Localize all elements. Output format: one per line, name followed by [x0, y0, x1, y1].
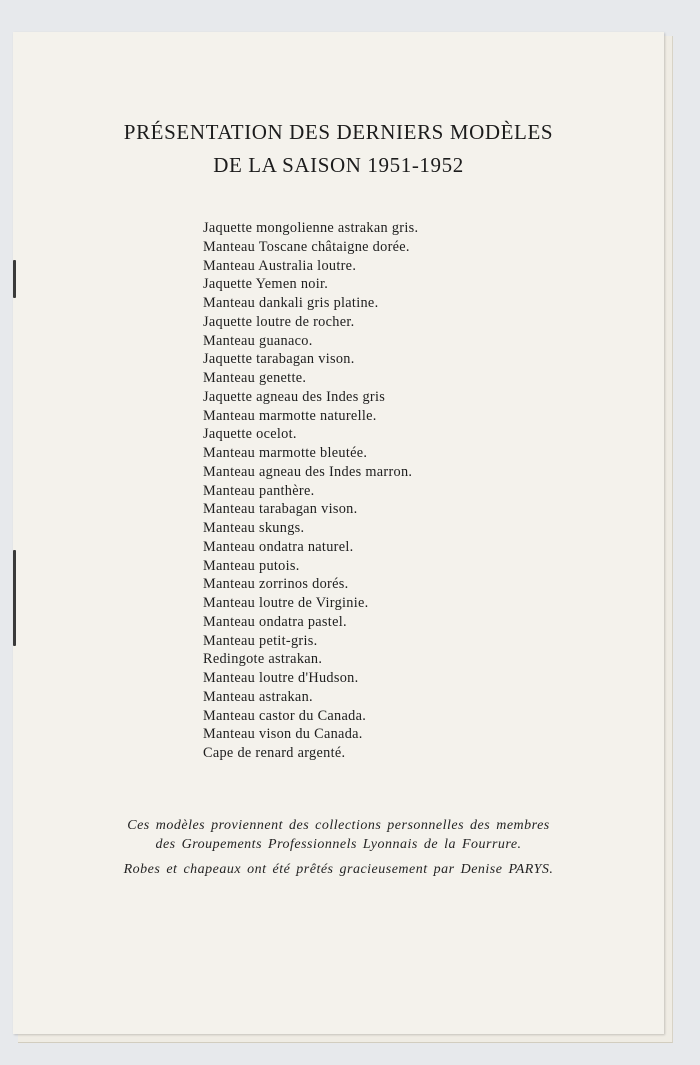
list-item: Manteau astrakan.: [203, 688, 313, 705]
list-item: Cape de renard argenté.: [203, 745, 346, 761]
list-item: Jaquette Yemen noir.: [203, 276, 329, 293]
list-item: Manteau skungs.: [203, 520, 305, 536]
list-item: Manteau loutre d'Hudson.: [203, 670, 359, 686]
list-item: Manteau ondatra pastel.: [203, 613, 347, 630]
footer-credit-line: Robes et chapeaux ont été prêtés gracieusement par Denise PARYS.: [123, 862, 554, 877]
page-title-line-1: PRÉSENTATION DES DERNIERS MODÈLES: [123, 120, 554, 144]
list-item: Jaquette ocelot.: [203, 426, 297, 443]
list-item: Manteau agneau des Indes marron.: [203, 463, 413, 480]
list-item: Redingote astrakan.: [203, 651, 323, 668]
list-item: Manteau Australia loutre.: [203, 257, 357, 274]
footer-note-line-1: Ces modèles proviennent des collections personnelles des membres: [127, 818, 550, 833]
list-item: Manteau petit-gris.: [203, 632, 318, 649]
list-item: Manteau genette.: [203, 370, 307, 386]
list-item: Manteau zorrinos dorés.: [203, 576, 349, 593]
list-item: Manteau Toscane châtaigne dorée.: [203, 238, 410, 255]
list-item: Manteau tarabagan vison.: [203, 501, 358, 518]
list-item: Manteau castor du Canada.: [203, 707, 367, 724]
list-item: Jaquette loutre de rocher.: [203, 313, 355, 330]
list-item: Manteau dankali gris platine.: [203, 295, 379, 311]
staple-top: [13, 260, 16, 298]
list-item: Manteau panthère.: [203, 482, 315, 499]
list-item: Manteau ondatra naturel.: [203, 538, 354, 555]
list-item: Manteau marmotte bleutée.: [203, 445, 368, 461]
list-item: Manteau vison du Canada.: [203, 726, 363, 743]
footer-note-line-2: des Groupements Professionnels Lyonnais de la Fourrure.: [155, 837, 522, 852]
list-item: Manteau marmotte naturelle.: [203, 407, 377, 424]
staple-bottom: [13, 550, 16, 646]
document-page: [13, 32, 664, 1034]
model-list: [203, 219, 418, 763]
list-item: Jaquette tarabagan vison.: [203, 351, 355, 368]
list-item: Manteau guanaco.: [203, 332, 313, 349]
page-title-line-2: DE LA SAISON 1951-1952: [213, 153, 464, 177]
list-item: Manteau loutre de Virginie.: [203, 595, 369, 611]
list-item: Jaquette mongolienne astrakan gris.: [203, 220, 419, 236]
list-item: Jaquette agneau des Indes gris: [203, 388, 386, 405]
list-item: Manteau putois.: [203, 557, 300, 574]
